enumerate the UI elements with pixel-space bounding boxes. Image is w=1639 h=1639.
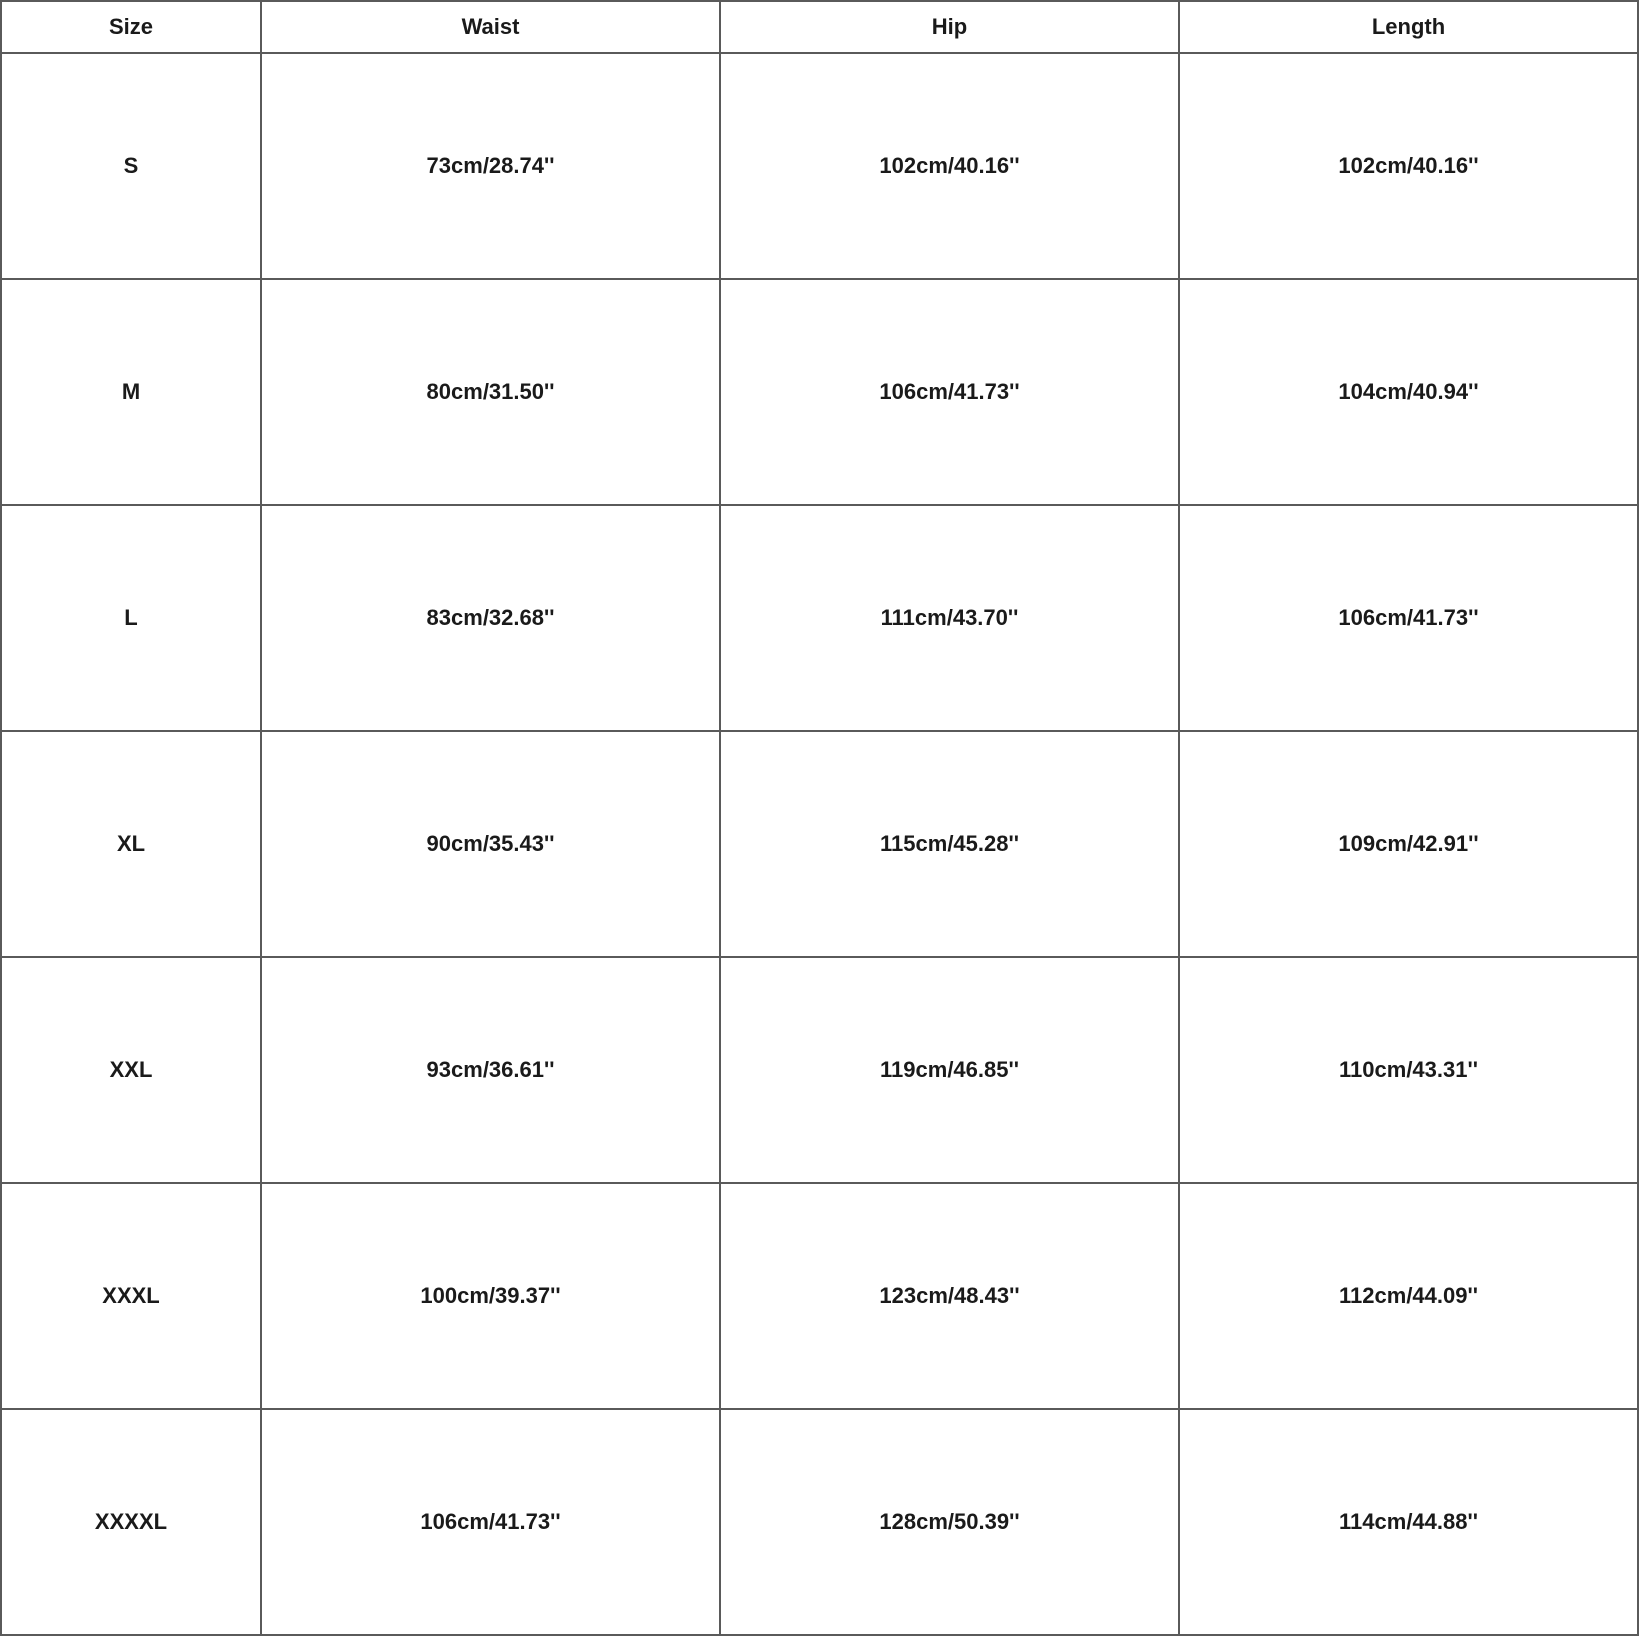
header-row [1,1,1638,53]
cell-size: L [1,505,261,731]
cell-size: XXXXL [1,1409,261,1635]
cell-length: 102cm/40.16'' [1179,53,1638,279]
table-row [1,505,1638,731]
cell-hip: 115cm/45.28'' [720,731,1179,957]
cell-size: XL [1,731,261,957]
cell-waist: 90cm/35.43'' [261,731,720,957]
cell-waist: 106cm/41.73'' [261,1409,720,1635]
table-row [1,53,1638,279]
table-row [1,1409,1638,1635]
header-size: Size [1,1,261,53]
table-row [1,279,1638,505]
cell-length: 114cm/44.88'' [1179,1409,1638,1635]
cell-length: 104cm/40.94'' [1179,279,1638,505]
cell-hip: 111cm/43.70'' [720,505,1179,731]
cell-hip: 123cm/48.43'' [720,1183,1179,1409]
cell-hip: 102cm/40.16'' [720,53,1179,279]
table-row [1,957,1638,1183]
cell-size: S [1,53,261,279]
table-header [1,1,1638,53]
cell-hip: 128cm/50.39'' [720,1409,1179,1635]
table-row [1,1183,1638,1409]
cell-waist: 80cm/31.50'' [261,279,720,505]
cell-length: 109cm/42.91'' [1179,731,1638,957]
cell-waist: 100cm/39.37'' [261,1183,720,1409]
cell-waist: 83cm/32.68'' [261,505,720,731]
table-body [1,53,1638,1635]
header-length: Length [1179,1,1638,53]
cell-waist: 93cm/36.61'' [261,957,720,1183]
header-hip: Hip [720,1,1179,53]
cell-length: 110cm/43.31'' [1179,957,1638,1183]
cell-waist: 73cm/28.74'' [261,53,720,279]
cell-hip: 106cm/41.73'' [720,279,1179,505]
cell-size: M [1,279,261,505]
cell-size: XXL [1,957,261,1183]
table-row [1,731,1638,957]
cell-size: XXXL [1,1183,261,1409]
header-waist: Waist [261,1,720,53]
cell-hip: 119cm/46.85'' [720,957,1179,1183]
cell-length: 106cm/41.73'' [1179,505,1638,731]
cell-length: 112cm/44.09'' [1179,1183,1638,1409]
